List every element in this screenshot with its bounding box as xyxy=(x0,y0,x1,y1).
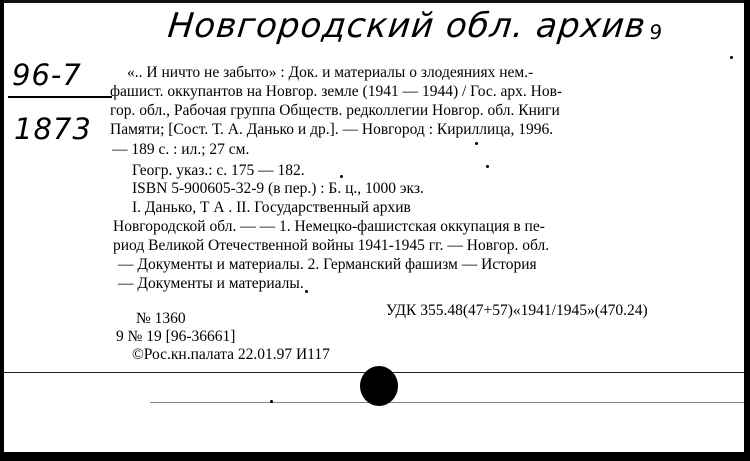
ink-speck xyxy=(475,142,478,145)
entry-line-1: «.. И ничто не забыто» : Док. и материалы о злодеяниях нем.- xyxy=(127,64,534,81)
ink-speck xyxy=(305,290,308,293)
card-left-edge xyxy=(0,0,4,461)
margin-note-number: 1873 xyxy=(14,112,92,146)
geo-index-line: Геогр. указ.: с. 175 — 182. xyxy=(132,162,305,179)
subjects-line-5: — Документы и материалы. xyxy=(118,275,304,292)
separator-line-faint xyxy=(150,402,744,403)
entry-line-3: гор. обл., Рабочая группа Обществ. редколлегии Новгор. обл. Книги xyxy=(110,102,560,119)
subjects-line-3: риод Великой Отечественной войны 1941-1945 гг. — Новгор. обл. xyxy=(113,237,550,254)
subjects-line-1: I. Данько, Т А . II. Государственный архив xyxy=(132,199,411,216)
entry-line-5: — 189 с. : ил.; 27 см. xyxy=(112,141,250,158)
ink-speck xyxy=(340,175,343,178)
handwritten-archive-header: Новгородский обл. архив9 xyxy=(165,6,665,46)
subjects-line-2: Новгородской обл. — — 1. Немецко-фашистская оккупация в пе- xyxy=(113,218,545,235)
ink-speck xyxy=(486,165,489,168)
udk-classification: УДК 355.48(47+57)«1941/1945»(470.24) xyxy=(386,302,648,319)
card-top-edge xyxy=(0,0,750,3)
entry-line-4: Памяти; [Сост. Т. А. Данько и др.]. — Новгород : Кириллица, 1996. xyxy=(110,121,554,138)
registration-line: 9 № 19 [96-36661] xyxy=(116,328,236,345)
isbn-line: ISBN 5-900605-32-9 (в пер.) : Б. ц., 1000 экз. xyxy=(132,180,424,197)
card-number: № 1360 xyxy=(136,310,186,327)
ink-speck xyxy=(270,400,273,403)
margin-underline xyxy=(8,96,112,98)
header-digit: 9 xyxy=(648,20,665,44)
card-right-edge xyxy=(744,0,750,461)
book-chamber-stamp: ©Рос.кн.палата 22.01.97 И117 xyxy=(132,346,330,363)
margin-note-shelf: 96-7 xyxy=(12,58,82,92)
punch-hole xyxy=(360,366,398,406)
subjects-line-4: — Документы и материалы. 2. Германский фашизм — История xyxy=(118,256,537,273)
card-bottom-edge xyxy=(0,452,750,461)
entry-line-2: фашист. оккупантов на Новгор. земле (1941 — 1944) / Гос. арх. Нов- xyxy=(110,83,563,100)
ink-speck xyxy=(730,56,733,59)
